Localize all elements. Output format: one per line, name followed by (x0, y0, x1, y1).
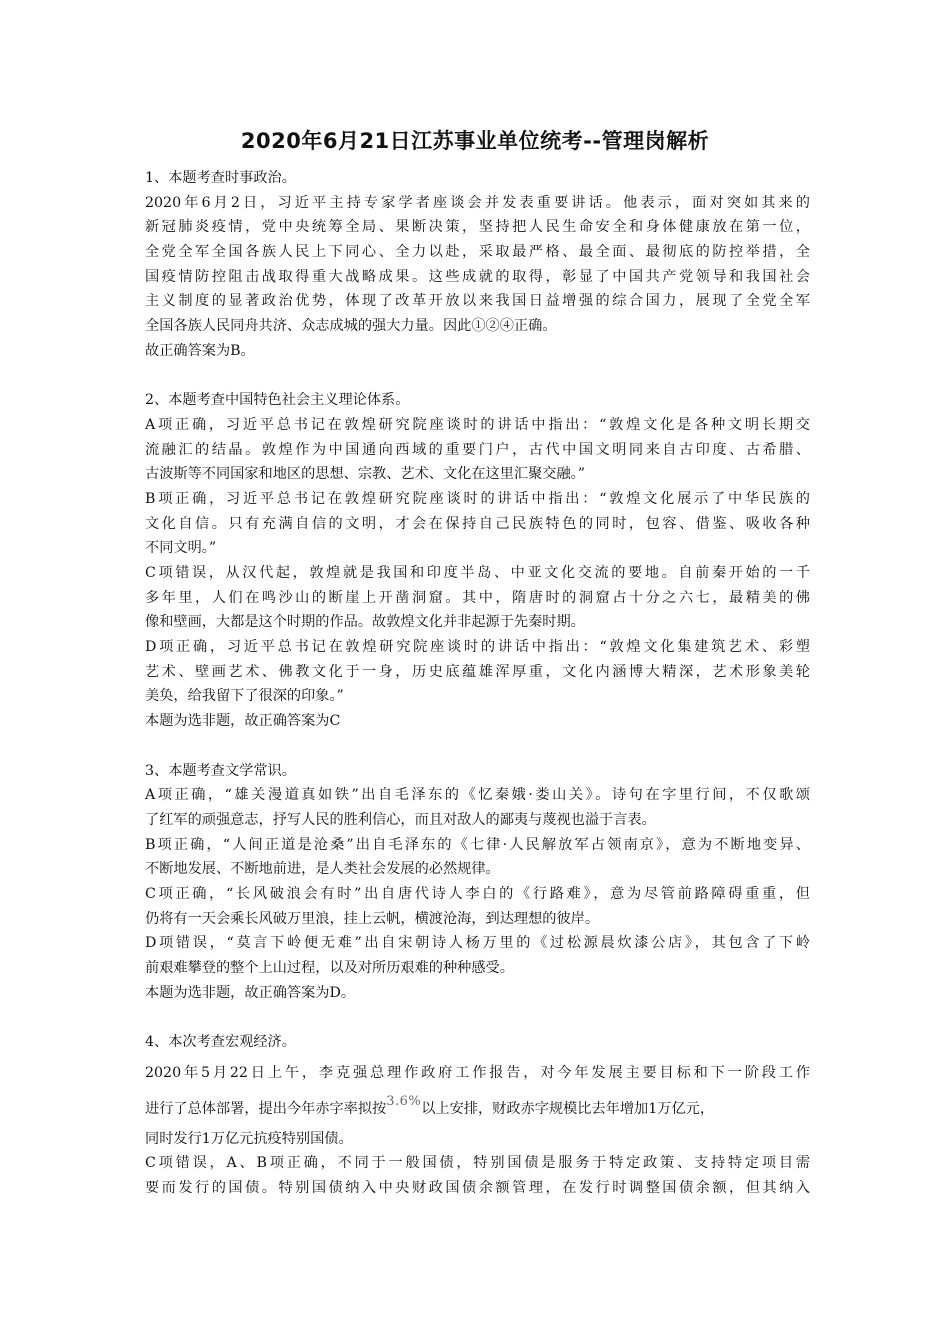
question-3 (145, 759, 810, 1006)
option-c-line: 多年里，人们在鸣沙山的断崖上开凿洞窟。其中，隋唐时的洞窟占十分之六七，最精美的佛 (145, 589, 810, 606)
question-heading: 2、本题考查中国特色社会主义理论体系。 (145, 392, 410, 409)
option-b-line: B项正确，习近平总书记在敦煌研究院座谈时的讲话中指出：“敦煌文化展示了中华民族的 (145, 490, 810, 507)
paragraph-line: 全国各族人民同舟共济、众志成城的强大力量。因此①②④正确。 (145, 318, 557, 335)
question-1 (145, 166, 810, 364)
option-b-line: 文化自信。只有充满自信的文明，才会在保持自己民族特色的同时，包容、借鉴、吸收各种 (145, 515, 810, 532)
text-before-formula: 进行了总体部署，提出今年赤字率拟按 (145, 1100, 387, 1117)
paragraph-line: 新冠肺炎疫情，党中央统筹全局、果断决策，坚持把人民生命安全和身体健康放在第一位， (145, 219, 810, 236)
option-d-line: 艺术、壁画艺术、佛教文化于一身，历史底蕴雄浑厚重，文化内涵博大精深，艺术形象美轮 (145, 663, 810, 680)
option-a-line: 古波斯等不同国家和地区的思想、宗教、艺术、文化在这里汇聚交融。” (145, 466, 585, 483)
option-c-line: C项错误，A、B项正确，不同于一般国债，特别国债是服务于特定政策、支持特定项目需 (145, 1155, 810, 1172)
deficit-rate-formula: 3.6% (386, 1093, 422, 1109)
option-d-line: D项正确，习近平总书记在敦煌研究院座谈时的讲话中指出：“敦煌文化集建筑艺术、彩塑 (145, 639, 810, 656)
question-heading: 1、本题考查时事政治。 (145, 170, 296, 186)
option-c-line: 要而发行的国债。特别国债纳入中央财政国债余额管理，在发行时调整国债余额，但其纳入 (145, 1180, 810, 1197)
paragraph-line: 主义制度的显著政治优势，体现了改革开放以来我国日益增强的综合国力，展现了全党全军 (145, 293, 810, 310)
option-a-line: 了红军的顽强意志，抒写人民的胜利信心，而且对敌人的鄙夷与蔑视也溢于言表。 (145, 811, 656, 828)
option-a-line: A项正确，“雄关漫道真如铁”出自毛泽东的《忆秦娥·娄山关》。诗句在字里行间，不仅歌颂 (145, 787, 810, 804)
option-b-line: B项正确，“人间正道是沧桑”出自毛泽东的《七律·人民解放军占领南京》，意为不断地变异、 (145, 836, 810, 853)
option-a-line: 流融汇的结晶。敦煌作为中国通向西域的重要门户，古代中国文明同来自古印度、古希腊、 (145, 441, 810, 458)
paragraph-line: 国疫情防控阻击战取得重大战略成果。这些成就的取得，彰显了中国共产党领导和我国社会 (145, 268, 810, 285)
answer-line: 本题为选非题，故正确答案为D。 (145, 984, 356, 1001)
question-heading: 4、本次考查宏观经济。 (145, 1034, 296, 1051)
paragraph-line: 同时发行1万亿元抗疫特别国债。 (145, 1130, 353, 1147)
paragraph-line: 全党全军全国各族人民上下同心、全力以赴，采取最严格、最全面、最彻底的防控举措，全 (145, 244, 810, 261)
option-c-line: C项正确，“长风破浪会有时”出自唐代诗人李白的《行路难》，意为尽管前路障碍重重，但 (145, 885, 810, 902)
option-c-line: C项错误，从汉代起，敦煌就是我国和印度半岛、中亚文化交流的要地。自前秦开始的一千 (145, 565, 810, 581)
question-heading: 3、本题考查文学常识。 (145, 762, 296, 779)
answer-line: 故正确答案为B。 (145, 342, 255, 359)
question-4 (145, 1030, 810, 1201)
page-title: 2020年6月21日江苏事业单位统考--管理岗解析 (240, 129, 710, 153)
question-2 (145, 388, 810, 734)
option-d-line: D项错误，“莫言下岭便无难”出自宋朝诗人杨万里的《过松源晨炊漆公店》，其包含了下岭 (145, 935, 810, 952)
option-b-line: 不断地发展、不断地前进，是人类社会发展的必然规律。 (145, 861, 500, 878)
option-d-line: 前艰难攀登的整个上山过程，以及对所历艰难的种种感受。 (145, 960, 514, 976)
option-d-line: 美奂，给我留下了很深的印象。” (145, 688, 344, 705)
text-after-formula: 以上安排，财政赤字规模比去年增加1万亿元， (421, 1100, 715, 1117)
paragraph-line: 2020年5月22日上午，李克强总理作政府工作报告，对今年发展主要目标和下一阶段工作 (145, 1064, 810, 1081)
paragraph-line: 2020年6月2日，习近平主持专家学者座谈会并发表重要讲话。他表示，面对突如其来的 (145, 194, 810, 211)
answer-line: 本题为选非题，故正确答案为C (145, 713, 341, 730)
paragraph-line-with-formula (145, 1091, 810, 1127)
blank-line (145, 1005, 810, 1030)
blank-line (145, 734, 810, 759)
option-c-line: 仍将有一天会乘长风破万里浪，挂上云帆，横渡沧海，到达理想的彼岸。 (145, 910, 600, 927)
option-a-line: A项正确，习近平总书记在敦煌研究院座谈时的讲话中指出：“敦煌文化是各种文明长期交 (145, 416, 810, 433)
option-c-line: 像和壁画，大都是这个时期的作品。故敦煌文化并非起源于先秦时期。 (145, 614, 585, 631)
option-b-line: 不同文明。” (145, 540, 217, 557)
blank-line (145, 364, 810, 389)
document-body (145, 166, 810, 1201)
